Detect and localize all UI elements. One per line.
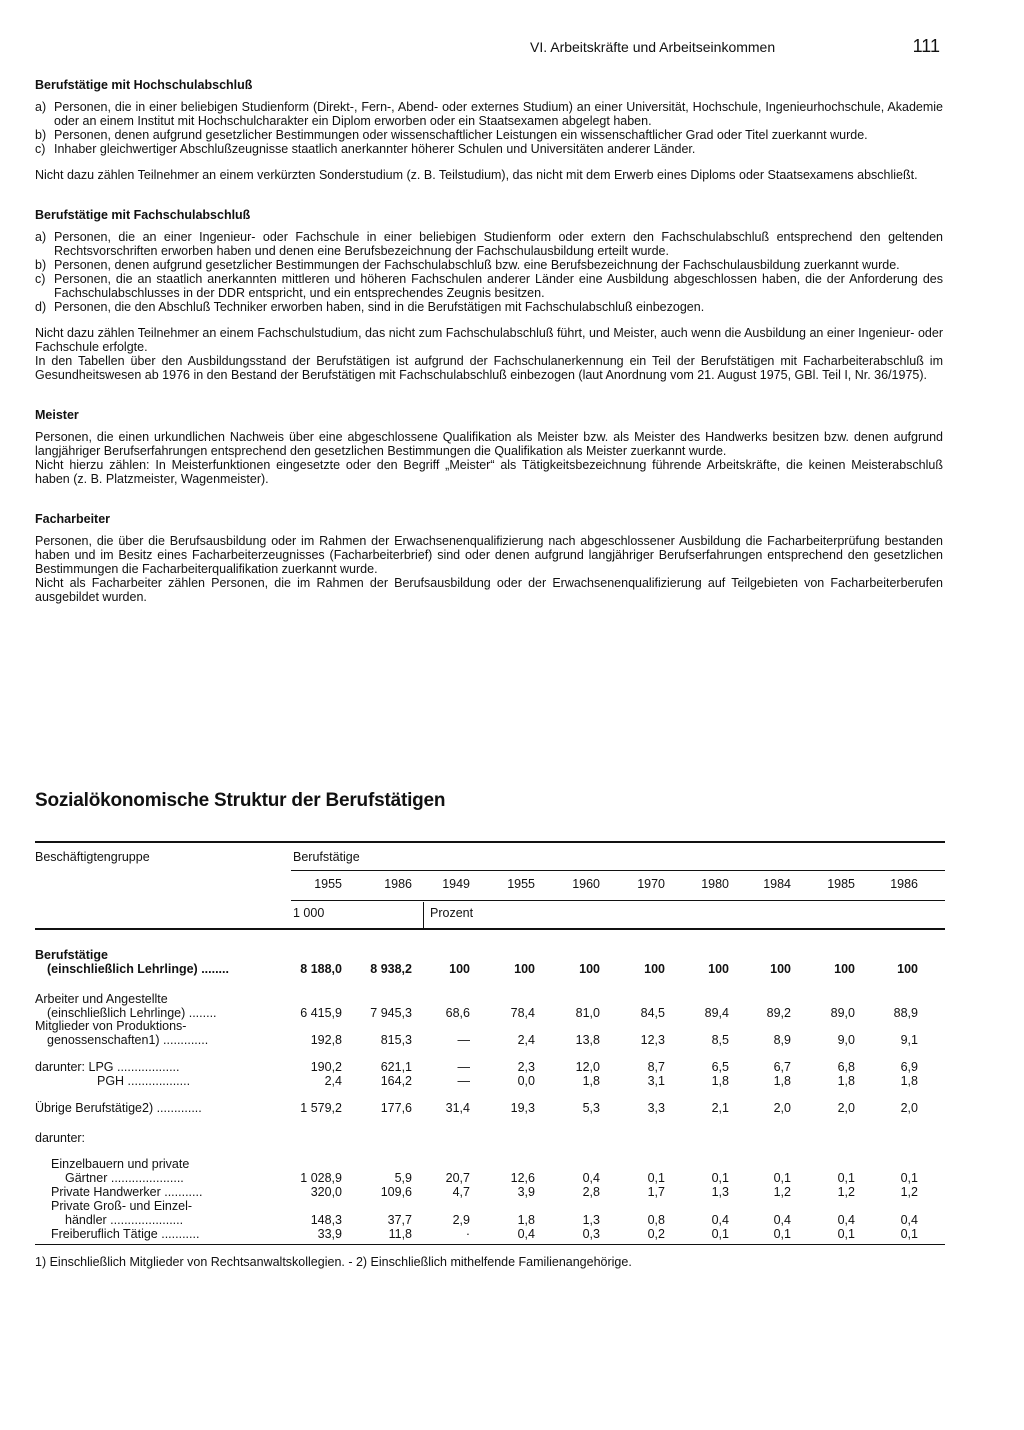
table-cell: 100 xyxy=(579,962,600,976)
table-cell: — xyxy=(457,1074,470,1088)
table-cell: 1 579,2 xyxy=(300,1101,342,1115)
table-cell: 12,0 xyxy=(575,1060,600,1074)
table-cell: 1,2 xyxy=(837,1185,855,1199)
table-cell: 100 xyxy=(834,962,855,976)
table-cell: 0,1 xyxy=(773,1227,791,1241)
table-cell: 815,3 xyxy=(380,1033,412,1047)
table-cell: 12,6 xyxy=(510,1171,535,1185)
row-label-line1: Mitglieder von Produktions- xyxy=(35,1019,187,1033)
table-cell: 9,1 xyxy=(900,1033,918,1047)
table-cell: 100 xyxy=(897,962,918,976)
table-cell: 1,3 xyxy=(711,1185,729,1199)
row-label-line1: Einzelbauern und private xyxy=(51,1157,190,1171)
item-text: Personen, die an einer Ingenieur- oder Fachschule in einer beliebigen Studienform oder extern den Fachschulabschluß entsprechend den geltenden Rechtsvorschriften erworben haben und denen eine Berufsbezeichnung der Fachschulausbildung erteilt wurde. xyxy=(54,230,943,258)
table-cell: 320,0 xyxy=(310,1185,342,1199)
table-cell: 20,7 xyxy=(445,1171,470,1185)
running-header xyxy=(530,36,940,57)
table-cell: 0,4 xyxy=(900,1213,918,1227)
table-cell: 148,3 xyxy=(310,1213,342,1227)
table-cell: 4,7 xyxy=(452,1185,470,1199)
table-cell: 37,7 xyxy=(387,1213,412,1227)
item-label: b) xyxy=(35,258,47,272)
year-header-7: 1984 xyxy=(763,877,791,891)
table-cell: 8,5 xyxy=(711,1033,729,1047)
list-item xyxy=(35,100,943,128)
table-cell: 2,1 xyxy=(711,1101,729,1115)
list-item xyxy=(35,230,943,258)
table-cell: 177,6 xyxy=(380,1101,412,1115)
table-cell: 1,8 xyxy=(582,1074,600,1088)
header-subrule xyxy=(291,870,945,871)
table-cell: 2,4 xyxy=(324,1074,342,1088)
row-label: darunter: LPG .................. xyxy=(35,1060,180,1074)
table-cell: 89,4 xyxy=(704,1006,729,1020)
item-text: Personen, die in einer beliebigen Studienform (Direkt-, Fern-, Abend- oder externes Studium) an einer Universität, Hochschule, Ingenieurhochschule, Akademie oder an einem Institut mit Hochschulcharakter ein Diplom erworben oder ein Staatsexamen abgelegt haben. xyxy=(54,100,943,128)
note-paragraph: Nicht hierzu zählen: In Meisterfunktionen eingesetzte oder den Begriff „Meister“ als Tätigkeitsbezeichnung führende Arbeitskräfte, die keinen Meisterabschluß haben (z. B. Platzmeister, Wagenmeister). xyxy=(35,458,943,486)
unit-divider xyxy=(423,902,424,928)
table-cell: 0,2 xyxy=(647,1227,665,1241)
row-label-line1: Arbeiter und Angestellte xyxy=(35,992,168,1006)
row-label-line1: Berufstätige xyxy=(35,948,108,962)
table-cell: 6,5 xyxy=(711,1060,729,1074)
table-cell: 2,8 xyxy=(582,1185,600,1199)
note-paragraph: Personen, die über die Berufsausbildung oder im Rahmen der Erwachsenenqualifizierung nach abgeschlossener Ausbildung die Facharbeiterprüfung bestanden haben und im Besitz eines Facharbeiterzeugnisses (Facharbeiterbrief) sind oder denen aufgrund langjähriger Berufserfahrungen entsprechend den gesetzlichen Bestimmungen die Facharbeiterqualifikation zuerkannt wurde. xyxy=(35,534,943,576)
table-cell: 78,4 xyxy=(510,1006,535,1020)
table-cell: 3,9 xyxy=(517,1185,535,1199)
section-title: Meister xyxy=(35,408,79,422)
table-cell: 8 938,2 xyxy=(370,962,412,976)
stub-header: Beschäftigtengruppe xyxy=(35,850,150,864)
note-paragraph: In den Tabellen über den Ausbildungsstand der Berufstätigen ist aufgrund der Fachschulanerkennung ein Teil der Berufstätigen mit Facharbeiterabschluß im Gesundheitswesen ab 1976 in den Bestand der Berufstätigen mit Fachschulabschluß einbezogen (laut Anordnung vom 21. August 1975, GBl. Teil I, Nr. 36/1975). xyxy=(35,354,943,382)
table-cell: 88,9 xyxy=(893,1006,918,1020)
table-cell: 2,3 xyxy=(517,1060,535,1074)
item-text: Personen, denen aufgrund gesetzlicher Bestimmungen der Fachschulabschluß bzw. eine Berufsbezeichnung der Fachschulausbildung zuerkannt wurde. xyxy=(54,258,900,272)
table-cell: 0,4 xyxy=(711,1213,729,1227)
table-cell: 6,9 xyxy=(900,1060,918,1074)
item-label: c) xyxy=(35,142,46,156)
table-cell: 3,1 xyxy=(647,1074,665,1088)
row-label: Gärtner ..................... xyxy=(65,1171,184,1185)
table-cell: 81,0 xyxy=(575,1006,600,1020)
section-title: Berufstätige mit Fachschulabschluß xyxy=(35,208,251,222)
item-label: b) xyxy=(35,128,47,142)
list-item xyxy=(35,142,943,156)
unit-absolute: 1 000 xyxy=(293,906,325,920)
table-title: Sozialökonomische Struktur der Berufstätigen xyxy=(35,790,446,811)
year-header-5: 1970 xyxy=(637,877,665,891)
year-header-3: 1955 xyxy=(507,877,535,891)
section-fachschulabschluss xyxy=(35,208,943,382)
table-cell: 9,0 xyxy=(837,1033,855,1047)
note-paragraph: Nicht dazu zählen Teilnehmer an einem verkürzten Sonderstudium (z. B. Teilstudium), das nicht mit dem Erwerb eines Diploms oder Staatsexamens abschließt. xyxy=(35,168,918,182)
section-title: Berufstätige mit Hochschulabschluß xyxy=(35,78,253,92)
item-text: Inhaber gleichwertiger Abschlußzeugnisse staatlich anerkannter höherer Schulen und Universitäten anderer Länder. xyxy=(54,142,696,156)
year-header-6: 1980 xyxy=(701,877,729,891)
definitions-text xyxy=(35,78,943,630)
table-cell: 0,4 xyxy=(773,1213,791,1227)
note-paragraph: Nicht als Facharbeiter zählen Personen, die im Rahmen der Berufsausbildung oder der Erwachsenenqualifizierung auf Teilgebieten von Facharbeiterberufen ausgebildet wurden. xyxy=(35,576,943,604)
table-cell: 0,1 xyxy=(711,1227,729,1241)
table-cell: 2,0 xyxy=(773,1101,791,1115)
table-cell: 0,1 xyxy=(773,1171,791,1185)
table-cell: 19,3 xyxy=(510,1101,535,1115)
year-header-0: 1955 xyxy=(314,877,342,891)
list-item xyxy=(35,272,943,300)
row-label-line1: Private Groß- und Einzel- xyxy=(51,1199,193,1213)
row-label: Übrige Berufstätige2) ............. xyxy=(35,1101,202,1115)
table-cell: 0,1 xyxy=(837,1227,855,1241)
table-cell: 1,3 xyxy=(582,1213,600,1227)
table-cell: 0,1 xyxy=(900,1171,918,1185)
year-subrule xyxy=(291,900,945,901)
table-cell: · xyxy=(465,1227,470,1241)
table-cell: 100 xyxy=(449,962,470,976)
table-footnote: 1) Einschließlich Mitglieder von Rechtsanwaltskollegien. - 2) Einschließlich mithelfende Familienangehörige. xyxy=(35,1255,632,1269)
table-cell: 0,1 xyxy=(647,1171,665,1185)
row-label: (einschließlich Lehrlinge) ........ xyxy=(47,1006,217,1020)
table-cell: 6 415,9 xyxy=(300,1006,342,1020)
table-cell: 33,9 xyxy=(317,1227,342,1241)
table-cell: 7 945,3 xyxy=(370,1006,412,1020)
table-cell: 5,9 xyxy=(394,1171,412,1185)
item-label: d) xyxy=(35,300,47,314)
table-cell: 100 xyxy=(770,962,791,976)
table-cell: 0,4 xyxy=(837,1213,855,1227)
table-cell: 89,0 xyxy=(830,1006,855,1020)
table-cell: 68,6 xyxy=(445,1006,470,1020)
item-label: a) xyxy=(35,100,47,114)
section-title: Facharbeiter xyxy=(35,512,111,526)
unit-percent: Prozent xyxy=(430,906,474,920)
section-hochschulabschluss xyxy=(35,78,943,182)
row-label: genossenschaften1) ............. xyxy=(47,1033,209,1047)
row-label: Freiberuflich Tätige ........... xyxy=(51,1227,200,1241)
group-header: Berufstätige xyxy=(293,850,360,864)
table-cell: 6,7 xyxy=(773,1060,791,1074)
chapter-title: VI. Arbeitskräfte und Arbeitseinkommen xyxy=(530,39,776,55)
year-header-4: 1960 xyxy=(572,877,600,891)
table-cell: 5,3 xyxy=(582,1101,600,1115)
table-cell: 1,8 xyxy=(900,1074,918,1088)
table-cell: 1,8 xyxy=(773,1074,791,1088)
table-cell: 89,2 xyxy=(766,1006,791,1020)
table-cell: 0,0 xyxy=(517,1074,535,1088)
row-label: händler ..................... xyxy=(65,1213,184,1227)
table-cell: 8,9 xyxy=(773,1033,791,1047)
row-label: darunter: xyxy=(35,1131,86,1145)
item-text: Personen, die den Abschluß Techniker erworben haben, sind in die Berufstätigen mit Fachschulabschluß einbezogen. xyxy=(54,300,705,314)
table-cell: 3,3 xyxy=(647,1101,665,1115)
table-cell: 190,2 xyxy=(310,1060,342,1074)
table-cell: 109,6 xyxy=(380,1185,412,1199)
table-cell: 8 188,0 xyxy=(300,962,342,976)
table-cell: 100 xyxy=(514,962,535,976)
row-label: PGH .................. xyxy=(97,1074,191,1088)
table-cell: 192,8 xyxy=(310,1033,342,1047)
table-cell: — xyxy=(457,1060,470,1074)
table-cell: 621,1 xyxy=(380,1060,412,1074)
table-cell: 0,1 xyxy=(711,1171,729,1185)
section-facharbeiter xyxy=(35,512,943,604)
table-cell: 1,2 xyxy=(900,1185,918,1199)
table-cell: 11,8 xyxy=(388,1227,412,1241)
table-cell: 6,8 xyxy=(837,1060,855,1074)
table-cell: 100 xyxy=(708,962,729,976)
table-cell: 1,8 xyxy=(837,1074,855,1088)
table-cell: 2,9 xyxy=(452,1213,470,1227)
table-cell: 8,7 xyxy=(647,1060,665,1074)
table-bottom-rule xyxy=(35,1244,945,1245)
table-cell: 0,4 xyxy=(582,1171,600,1185)
row-label: (einschließlich Lehrlinge) ........ xyxy=(47,962,229,976)
header-bottom-rule xyxy=(35,928,945,930)
list-item xyxy=(35,300,943,314)
table-cell: — xyxy=(457,1033,470,1047)
table-cell: 1,8 xyxy=(711,1074,729,1088)
table-cell: 0,3 xyxy=(582,1227,600,1241)
year-header-9: 1986 xyxy=(890,877,918,891)
section-meister xyxy=(35,408,943,486)
page-number: 111 xyxy=(912,36,940,56)
table-cell: 13,8 xyxy=(575,1033,600,1047)
table-cell: 2,0 xyxy=(900,1101,918,1115)
table-cell: 2,4 xyxy=(517,1033,535,1047)
item-label: c) xyxy=(35,272,46,286)
note-paragraph: Nicht dazu zählen Teilnehmer an einem Fachschulstudium, das nicht zum Fachschulabschluß führt, und Meister, auch wenn die Ausbildung an einer Ingenieur- oder Fachschule erfolgte. xyxy=(35,326,943,354)
table-cell: 84,5 xyxy=(640,1006,665,1020)
table-top-rule xyxy=(35,841,945,843)
table-cell: 100 xyxy=(644,962,665,976)
table-cell: 1,2 xyxy=(773,1185,791,1199)
table-cell: 1,8 xyxy=(517,1213,535,1227)
year-header-8: 1985 xyxy=(827,877,855,891)
table-cell: 0,1 xyxy=(900,1227,918,1241)
table-cell: 1 028,9 xyxy=(300,1171,342,1185)
table-cell: 12,3 xyxy=(640,1033,665,1047)
item-text: Personen, die an staatlich anerkannten mittleren und höheren Fachschulen anderer Länder eine Ausbildung abgeschlossen haben, die der Anforderung des Fachschulabschlusses in der DDR entspricht, und ein entsprechendes Zeugnis besitzen. xyxy=(54,272,943,300)
note-paragraph: Personen, die einen urkundlichen Nachweis über eine abgeschlossene Qualifikation als Meister bzw. als Meister des Handwerks besitzen bzw. denen aufgrund langjähriger Berufserfahrungen entsprechend den gesetzlichen Bestimmungen die Qualifikation als Meister zuerkannt wurde. xyxy=(35,430,943,458)
table-cell: 31,4 xyxy=(445,1101,470,1115)
list-item xyxy=(35,258,943,272)
table-cell: 0,4 xyxy=(517,1227,535,1241)
list-item xyxy=(35,128,943,142)
item-text: Personen, denen aufgrund gesetzlicher Bestimmungen oder wissenschaftlicher Leistungen ein wissenschaftlicher Grad oder Titel zuerkannt wurde. xyxy=(54,128,868,142)
table-cell: 164,2 xyxy=(380,1074,412,1088)
year-header-1: 1986 xyxy=(384,877,412,891)
table-cell: 0,8 xyxy=(647,1213,665,1227)
table-cell: 1,7 xyxy=(647,1185,665,1199)
item-label: a) xyxy=(35,230,47,244)
row-label: Private Handwerker ........... xyxy=(51,1185,203,1199)
table-cell: 0,1 xyxy=(837,1171,855,1185)
year-header-2: 1949 xyxy=(442,877,470,891)
table-cell: 2,0 xyxy=(837,1101,855,1115)
